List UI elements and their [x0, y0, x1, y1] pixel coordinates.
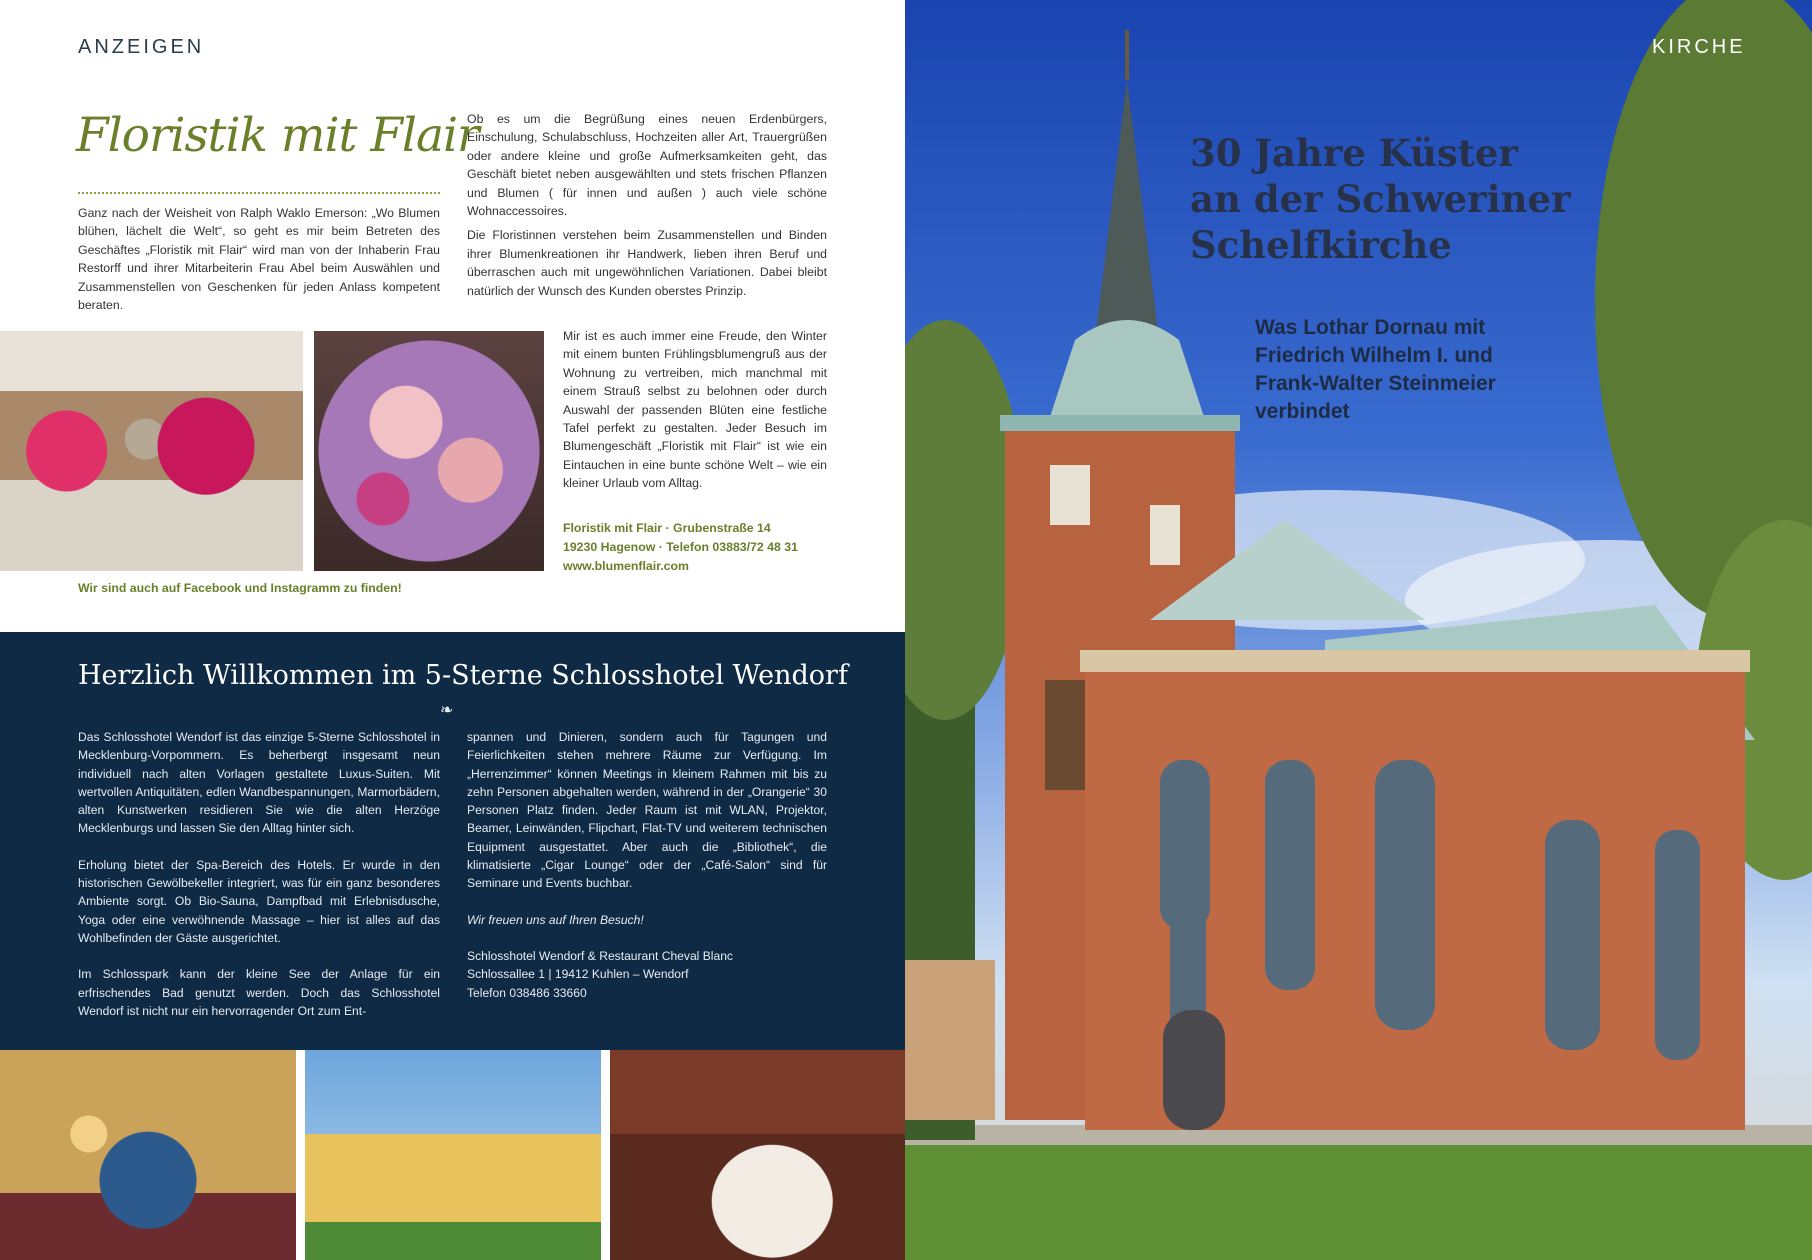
title-divider	[78, 192, 440, 194]
hotel-lounge-photo	[0, 1050, 296, 1260]
section-label-anzeigen: ANZEIGEN	[78, 36, 205, 58]
floristik-column-2	[467, 110, 827, 306]
article-title	[1190, 130, 1630, 268]
hotel-address-name: Schlosshotel Wendorf & Restaurant Cheval Blanc	[467, 948, 733, 963]
hotel-exterior-photo	[305, 1050, 601, 1260]
hotel-paragraph: Das Schlosshotel Wendorf ist das einzige 5-Sterne Schlosshotel in Mecklenburg-Vorpommern. Es beherbergt insgesamt neun individuell nach alten Vorlagen gestaltete Luxus-Suiten. Mit wertvollen Antiquitäten, edlen Wandbespannungen, Marmorbädern, alten Kunstwerken residieren Sie wie die alten Herzöge Mecklenburgs und lassen Sie den Alltag hinter sich.	[78, 730, 440, 836]
article-subtitle	[1255, 314, 1585, 426]
hotel-paragraph: spannen und Dinieren, sondern auch für Tagungen und Feierlichkeiten stehen mehrere Räume zur Verfügung. Im „Herrenzimmer“ können Meetings in kleinem Rahmen mit bis zu zehn Personen abgehalten werden, während in der „Orangerie“ 30 Personen Platz finden. Jeder Raum ist mit WLAN, Projektor, Beamer, Leinwänden, Flipchart, Flat-TV und weiterem technischen Equipment ausgestattet. Aber auch die „Bibliothek“, die klimatisierte „Cigar Lounge“ oder der „Café-Salon“ sind für Seminare und Events buchbar.	[467, 730, 827, 891]
article-subtitle-line: Frank-Walter Steinmeier	[1255, 372, 1496, 395]
floristik-paragraph: Ob es um die Begrüßung eines neuen Erdenbürgers, Einschulung, Schulabschluss, Hochzeiten aller Art, Trauergrüßen oder andere kleine und große Aufmerksamkeiten geht, das Geschäft bietet neben ausgewählten und stets frischen Pflanzen und Blumen ( für innen und außen ) auch viele schöne Wohnaccessoires.	[467, 112, 827, 219]
flower-table-photo	[0, 331, 303, 571]
hotel-column-1	[78, 728, 440, 1038]
floristik-contact	[563, 519, 833, 576]
hotel-phone: Telefon 038486 33660	[467, 985, 587, 1000]
hotel-closing-line: Wir freuen uns auf Ihren Besuch!	[467, 912, 644, 927]
article-subtitle-line: verbindet	[1255, 400, 1350, 423]
ornament-icon: ❧	[440, 702, 454, 719]
section-label-kirche: KIRCHE	[1652, 36, 1746, 58]
floristik-intro-text: Ganz nach der Weisheit von Ralph Waklo Emerson: „Wo Blumen blühen, lächelt die Welt“, so geht es mir beim Betreten des Geschäftes „Floristik mit Flair“ wird man von der Inhaberin Frau Restorff und ihrer Mitarbeiterin Frau Abel beim Auswählen und Zusammenstellen von Geschenken für jeden Anlass kompetent beraten.	[78, 206, 440, 313]
contact-phone: 19230 Hagenow · Telefon 03883/72 48 31	[563, 540, 798, 554]
article-subtitle-line: Was Lothar Dornau mit	[1255, 316, 1486, 339]
floristik-paragraph: Mir ist es auch immer eine Freude, den Winter mit einem bunten Frühlingsblumengruß aus der Wohnung zu vertreiben, mich manchmal mit einem Strauß selbst zu belohnen oder durch Auswahl der passenden Blüten eine festliche Tafel perfekt zu gestalten. Jeder Besuch im Blumengeschäft „Floristik mit Flair“ ist wie ein Eintauchen in eine bunte schöne Welt – wie ein kleiner Urlaub vom Alltag.	[563, 329, 827, 491]
hotel-address-street: Schlossallee 1 | 19412 Kuhlen – Wendorf	[467, 967, 689, 982]
hotel-column-2	[467, 728, 827, 1002]
contact-address: Floristik mit Flair · Grubenstraße 14	[563, 521, 771, 535]
hotel-paragraph: Im Schlosspark kann der kleine See der Anlage für ein erfrischendes Bad genutzt werden. Doch das Schlosshotel Wendorf ist nicht nur ein hervorragender Ort zum Ent-	[78, 967, 440, 1018]
floristik-title: Floristik mit Flair	[76, 108, 479, 163]
hotel-title: Herzlich Willkommen im 5-Sterne Schlosshotel Wendorf	[78, 660, 848, 691]
article-title-line: 30 Jahre Küster	[1190, 131, 1518, 175]
article-title-line: Schelfkirche	[1190, 223, 1452, 267]
contact-website-link[interactable]: www.blumenflair.com	[563, 559, 689, 573]
hotel-paragraph: Erholung bietet der Spa-Bereich des Hotels. Er wurde in den historischen Gewölbekeller integriert, was für ein ganz besonderes Ambiente sorgt. Ob Bio-Sauna, Dampfbad mit Erlebnisdusche, Yoga oder eine verwöhnende Massage – hier ist alles auf das Wohlbefinden der Gäste ausgerichtet.	[78, 857, 440, 945]
hotel-suite-photo	[610, 1050, 905, 1260]
article-subtitle-line: Friedrich Wilhelm I. und	[1255, 344, 1493, 367]
article-title-line: an der Schweriner	[1190, 177, 1571, 221]
bouquet-photo	[314, 331, 544, 571]
floristik-paragraph: Die Floristinnen verstehen beim Zusammenstellen und Binden ihrer Blumenkreationen ihr Handwerk, lieben ihren Beruf und überraschen auch mit ungewöhnlichen Variationen. Dabei bleibt natürlich der Wunsch des Kunden oberstes Prinzip.	[467, 228, 827, 298]
floristik-column-3	[563, 327, 827, 499]
social-media-note: Wir sind auch auf Facebook und Instagramm zu finden!	[78, 581, 402, 595]
